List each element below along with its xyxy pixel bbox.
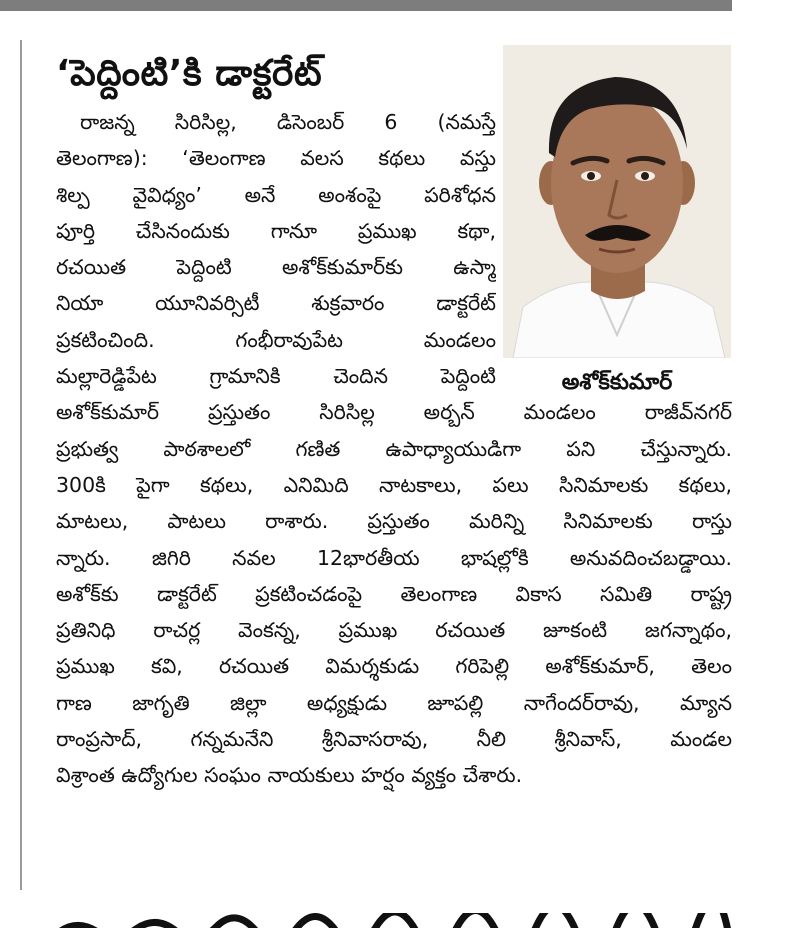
body-line: రాజన్న సిరిసిల్ల, డిసెంబర్ 6 (నమస్తే: [80, 110, 496, 134]
body-line: శిల్ప వైవిధ్యం’ అనే అంశంపై పరిశోధన: [56, 182, 496, 207]
body-line: నియా యూనివర్సిటీ శుక్రవారం డాక్టరేట్: [56, 291, 496, 316]
body-line: పూర్తి చేసినందుకు గానూ ప్రముఖ కథా,: [56, 218, 496, 243]
page-top-bar: [0, 0, 732, 11]
body-line: మల్లారెడ్డిపేట గ్రామానికి చెందిన పెద్దింటి: [56, 364, 496, 389]
article-body: [56, 104, 732, 794]
column-rule: [20, 40, 22, 890]
body-line: ప్రతినిధి రాచర్ల వెంకన్న, ప్రముఖ రచయిత జూకంటి జగన్నాథం,: [56, 618, 732, 643]
body-line: తెలంగాణ): ‘తెలంగాణ వలస కథలు వస్తు: [56, 146, 496, 171]
body-line: 300కి పైగా కథలు, ఎనిమిది నాటకాలు, పలు సినిమాలకు కథలు,: [56, 472, 732, 497]
body-line: అశోక్‌కు డాక్టరేట్ ప్రకటించడంపై తెలంగాణ వికాస సమితి రాష్ట్ర: [56, 581, 732, 606]
body-line: అశోక్‌కుమార్ ప్రస్తుతం సిరిసిల్ల అర్బన్ మండలం రాజీవ్‌నగర్: [56, 400, 732, 425]
article-headline: ‘పెద్దింటి’కి డాక్టరేట్: [56, 53, 323, 94]
body-line: గాణ జాగృతి జిల్లా అధ్యక్షుడు జూపల్లి నాగేందర్‌రావు, మ్యాన: [56, 690, 732, 715]
body-line: న్నారు. జిగిరి నవల 12భారతీయ భాషల్లోకి అనువదించబడ్డాయి.: [56, 545, 732, 570]
cropped-headline-strokes: [56, 913, 732, 928]
body-line: విశ్రాంత ఉద్యోగుల సంఘం నాయకులు హర్షం వ్యక్తం చేశారు.: [56, 763, 523, 788]
photo-caption: అశోక్‌కుమార్: [561, 370, 673, 395]
body-line: రచయిత పెద్దింటి అశోక్‌కుమార్‌కు ఉస్మా: [56, 255, 496, 280]
next-article-headline-cropped: [56, 906, 732, 928]
body-line: ప్రకటించింది. గంభీరావుపేట మండలం: [56, 327, 496, 352]
body-line: మాటలు, పాటలు రాశారు. ప్రస్తుతం మరిన్ని సినిమాలకు రాస్తు: [56, 509, 732, 534]
body-line: ప్రముఖ కవి, రచయిత విమర్శకుడు గరిపెల్లి అశోక్‌కుమార్, తెలం: [56, 654, 732, 679]
body-line: ప్రభుత్వ పాఠశాలలో గణిత ఉపాధ్యాయుడిగా పని చేస్తున్నారు.: [56, 436, 732, 461]
body-line: రాంప్రసాద్, గన్నమనేని శ్రీనివాసరావు, నీలి శ్రీనివాస్, మండల: [56, 727, 732, 752]
